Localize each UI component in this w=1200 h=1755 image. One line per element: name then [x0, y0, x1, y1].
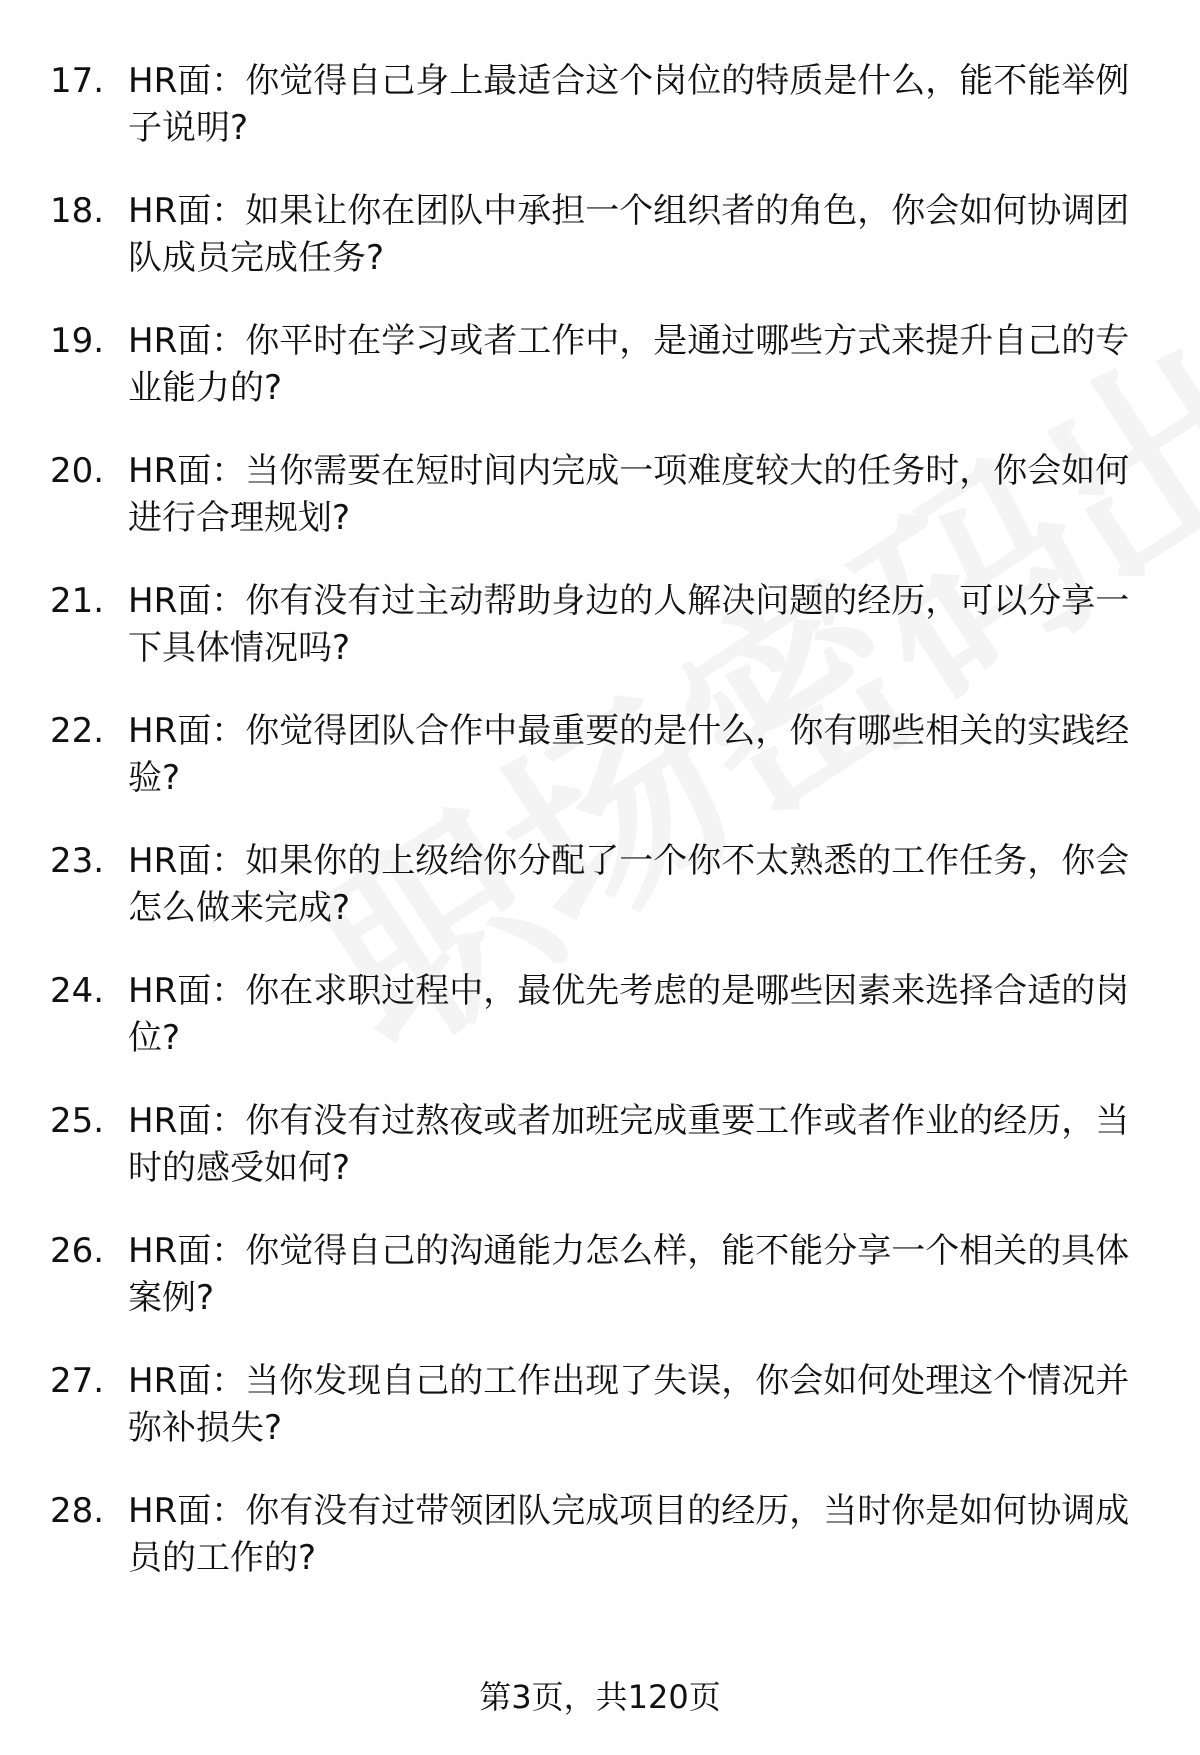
question-text: HR面：你觉得团队合作中最重要的是什么，你有哪些相关的实践经验?: [128, 711, 1130, 798]
question-number: 24.: [50, 971, 105, 1011]
question-item: [50, 1488, 1150, 1582]
question-item: [50, 188, 1150, 282]
question-number: 28.: [50, 1491, 105, 1531]
question-text: HR面：你有没有过主动帮助身边的人解决问题的经历，可以分享一下具体情况吗?: [128, 581, 1130, 668]
question-text: HR面：当你需要在短时间内完成一项难度较大的任务时，你会如何进行合理规划?: [128, 451, 1130, 538]
question-text: HR面：你觉得自己身上最适合这个岗位的特质是什么，能不能举例子说明?: [128, 61, 1130, 148]
question-text: HR面：如果让你在团队中承担一个组织者的角色，你会如何协调团队成员完成任务?: [128, 191, 1130, 278]
question-number: 23.: [50, 841, 105, 881]
question-list: [50, 58, 1150, 1618]
question-number: 27.: [50, 1361, 105, 1401]
question-item: [50, 838, 1150, 932]
question-number: 26.: [50, 1231, 105, 1271]
page-footer: 第3页，共120页: [479, 1678, 721, 1716]
question-text: HR面：当你发现自己的工作出现了失误，你会如何处理这个情况并弥补损失?: [128, 1361, 1130, 1448]
question-number: 19.: [50, 321, 105, 361]
question-item: [50, 1228, 1150, 1322]
question-text: HR面：你有没有过带领团队完成项目的经历，当时你是如何协调成员的工作的?: [128, 1491, 1130, 1578]
question-number: 21.: [50, 581, 105, 621]
question-text: HR面：你在求职过程中，最优先考虑的是哪些因素来选择合适的岗位?: [128, 971, 1130, 1058]
question-item: [50, 968, 1150, 1062]
question-item: [50, 708, 1150, 802]
question-text: HR面：你有没有过熬夜或者加班完成重要工作或者作业的经历，当时的感受如何?: [128, 1101, 1130, 1188]
question-item: [50, 448, 1150, 542]
question-number: 25.: [50, 1101, 105, 1141]
question-number: 22.: [50, 711, 105, 751]
question-item: [50, 1358, 1150, 1452]
question-text: HR面：你觉得自己的沟通能力怎么样，能不能分享一个相关的具体案例?: [128, 1231, 1130, 1318]
question-text: HR面：如果你的上级给你分配了一个你不太熟悉的工作任务，你会怎么做来完成?: [128, 841, 1130, 928]
question-item: [50, 58, 1150, 152]
question-text: HR面：你平时在学习或者工作中，是通过哪些方式来提升自己的专业能力的?: [128, 321, 1130, 408]
question-number: 20.: [50, 451, 105, 491]
question-number: 18.: [50, 191, 105, 231]
question-item: [50, 1098, 1150, 1192]
question-item: [50, 578, 1150, 672]
question-item: [50, 318, 1150, 412]
question-number: 17.: [50, 61, 105, 101]
